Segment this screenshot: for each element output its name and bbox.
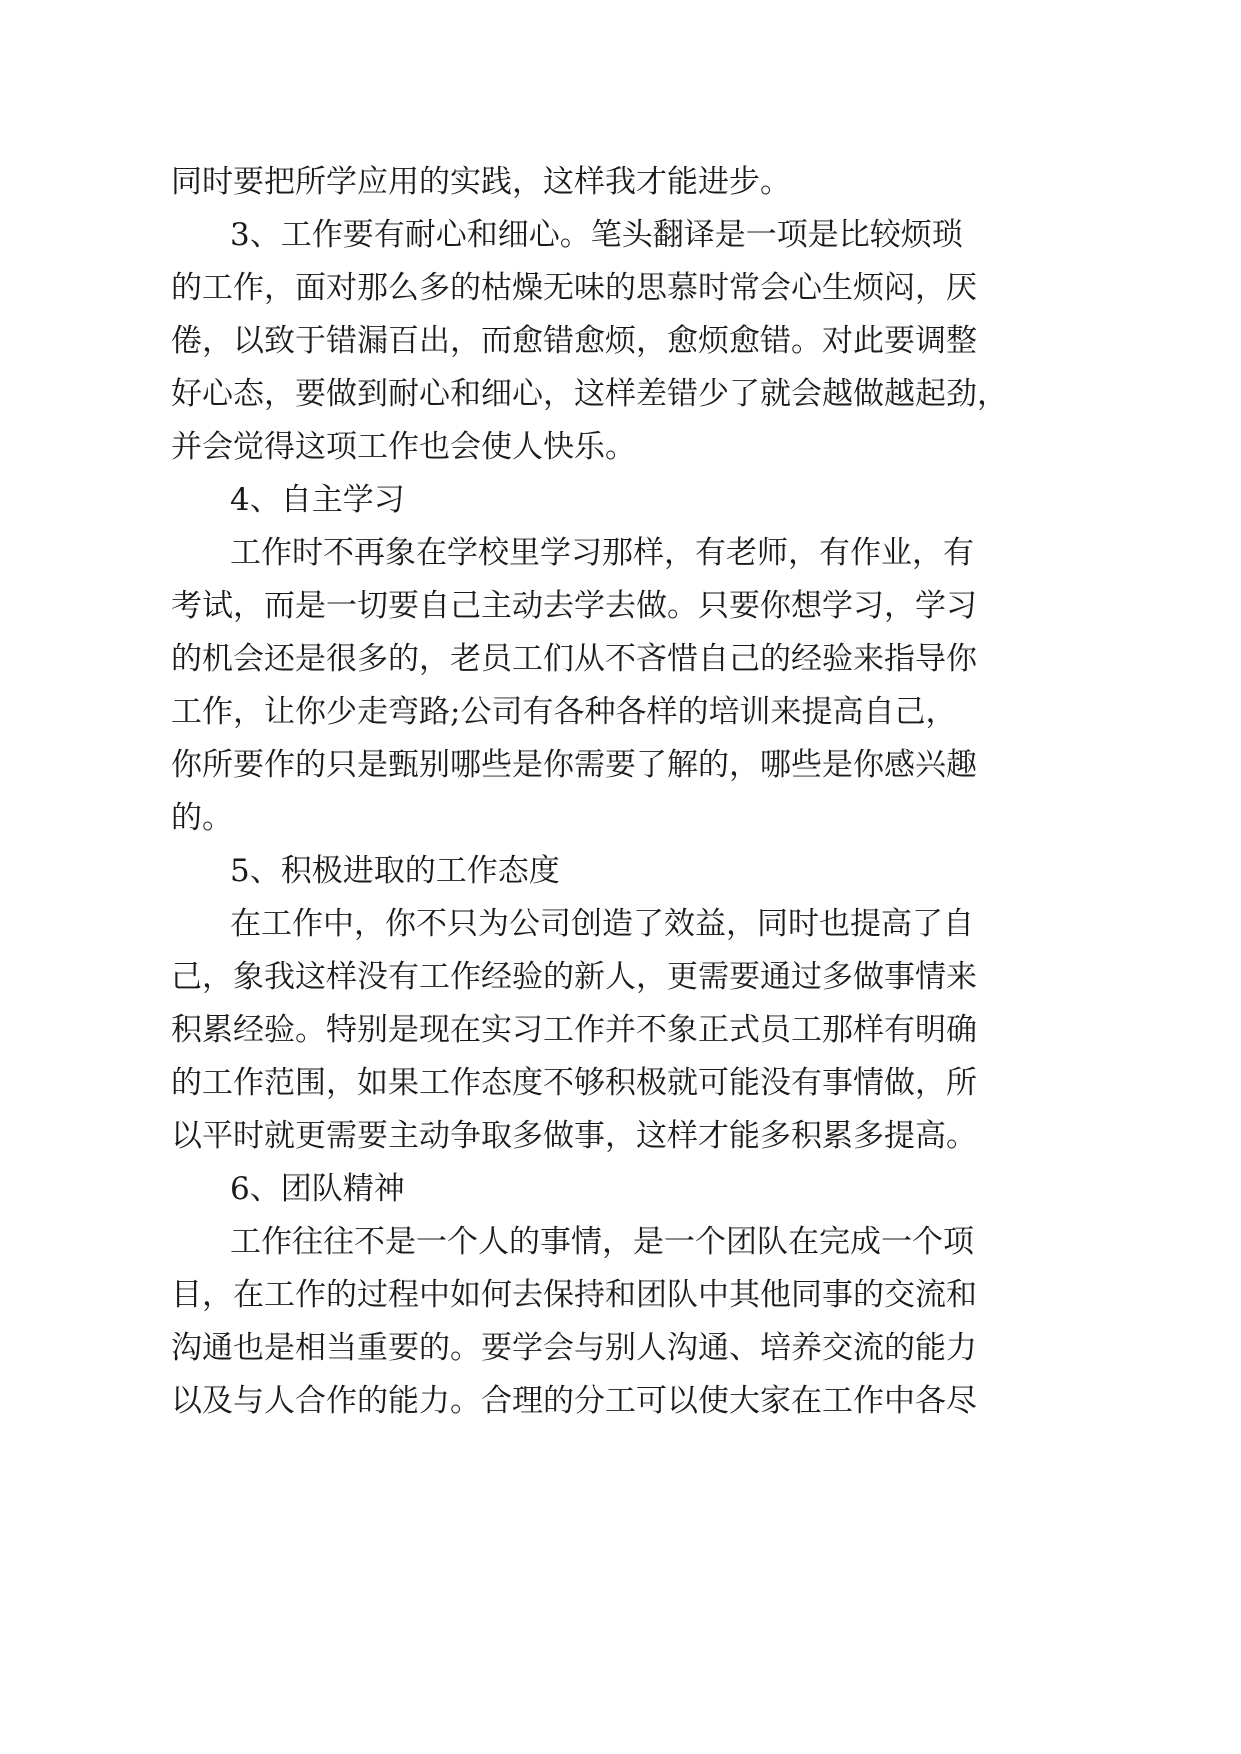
section-heading-5: 5、积极进取的工作态度: [230, 853, 560, 889]
paragraph-line-5: 好心态，要做到耐心和细心，这样差错少了就会越做越起劲，: [171, 376, 1008, 412]
paragraph-line-24: 以及与人合作的能力。合理的分工可以使大家在工作中各尽: [171, 1383, 977, 1419]
section-heading-6: 6、团队精神: [230, 1171, 405, 1207]
paragraph-line-22: 目，在工作的过程中如何去保持和团队中其他同事的交流和: [171, 1277, 977, 1313]
paragraph-line-12: 你所要作的只是甄别哪些是你需要了解的，哪些是你感兴趣: [171, 747, 977, 783]
paragraph-line-13: 的。: [171, 800, 233, 836]
paragraph-line-21: 工作往往不是一个人的事情，是一个团队在完成一个项: [230, 1224, 974, 1260]
paragraph-line-16: 己，象我这样没有工作经验的新人，更需要通过多做事情来: [171, 959, 977, 995]
paragraph-line-23: 沟通也是相当重要的。要学会与别人沟通、培养交流的能力: [171, 1330, 977, 1366]
paragraph-line-15: 在工作中，你不只为公司创造了效益，同时也提高了自: [230, 906, 974, 942]
paragraph-line-4: 倦，以致于错漏百出，而愈错愈烦，愈烦愈错。对此要调整: [171, 323, 977, 359]
paragraph-line-10: 的机会还是很多的，老员工们从不吝惜自己的经验来指导你: [171, 641, 977, 677]
paragraph-line-18: 的工作范围，如果工作态度不够积极就可能没有事情做，所: [171, 1065, 977, 1101]
paragraph-line-8: 工作时不再象在学校里学习那样，有老师，有作业，有: [230, 535, 974, 571]
paragraph-line-19: 以平时就更需要主动争取多做事，这样才能多积累多提高。: [171, 1118, 977, 1154]
paragraph-line-3: 的工作，面对那么多的枯燥无味的思慕时常会心生烦闷，厌: [171, 270, 977, 306]
paragraph-line-11: 工作，让你少走弯路;公司有各种各样的培训来提高自己，: [171, 694, 957, 730]
paragraph-line-1: 同时要把所学应用的实践，这样我才能进步。: [171, 164, 791, 200]
section-heading-4: 4、自主学习: [230, 482, 405, 518]
paragraph-line-2: 3、工作要有耐心和细心。笔头翻译是一项是比较烦琐: [230, 217, 963, 253]
paragraph-line-9: 考试，而是一切要自己主动去学去做。只要你想学习，学习: [171, 588, 977, 624]
paragraph-line-17: 积累经验。特别是现在实习工作并不象正式员工那样有明确: [171, 1012, 977, 1048]
paragraph-line-6: 并会觉得这项工作也会使人快乐。: [171, 429, 636, 465]
